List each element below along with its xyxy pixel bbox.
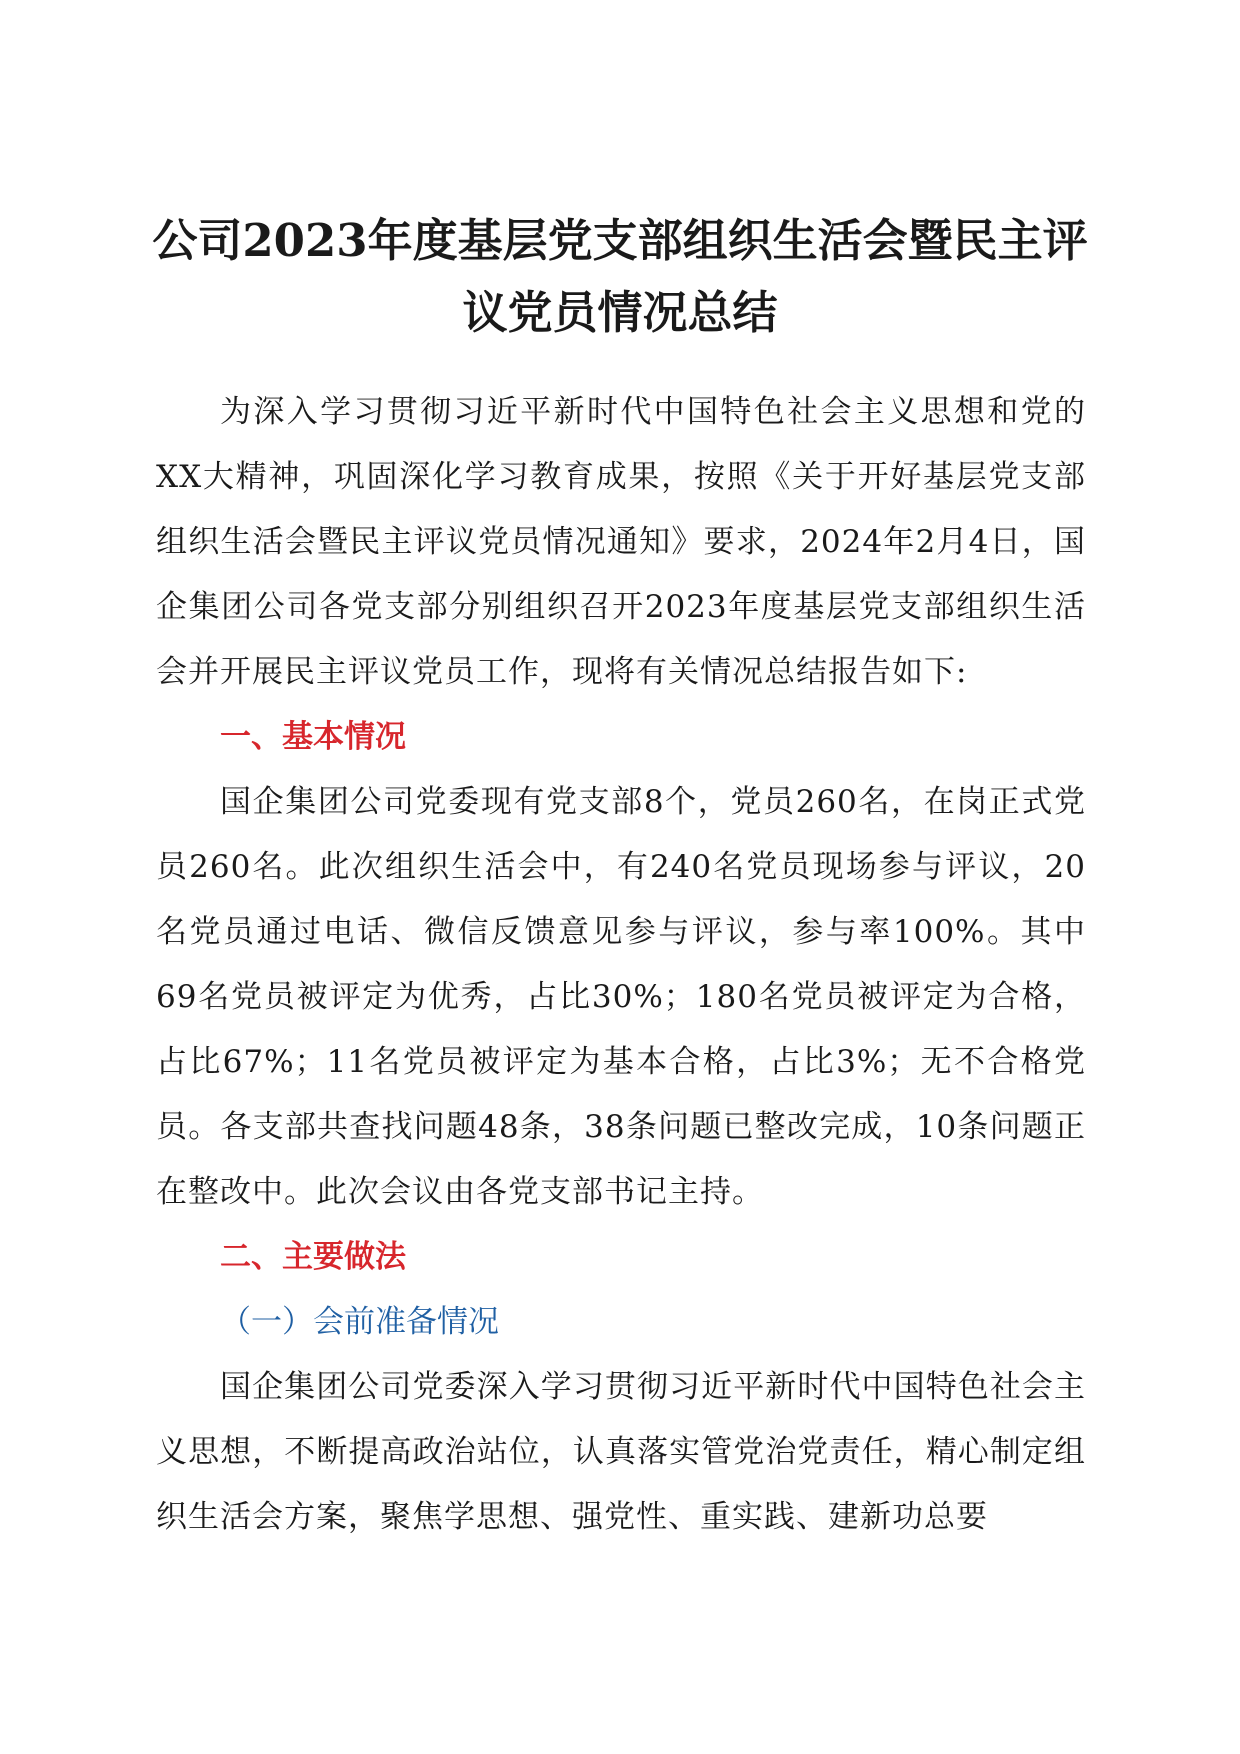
- section-heading-main-practices: 二、主要做法: [220, 1239, 406, 1275]
- basic-situation-paragraph: 国企集团公司党委现有党支部8个，党员260名，在岗正式党员260名。此次组织生活会中，有240名党员现场参与评议，20名党员通过电话、微信反馈意见参与评议，参与率100%。其中69名党员被评定为优秀，占比30%；180名党员被评定为合格，占比67%；11名党员被评定为基本合格，占比3%；无不合格党员。各支部共查找问题48条，38条问题已整改完成，10条问题正在整改中。此次会议由各党支部书记主持。: [156, 784, 1086, 1210]
- intro-paragraph: 为深入学习贯彻习近平新时代中国特色社会主义思想和党的XX大精神，巩固深化学习教育成果，按照《关于开好基层党支部组织生活会暨民主评议党员情况通知》要求，2024年2月4日，国企集团公司各党支部分别组织召开2023年度基层党支部组织生活会并开展民主评议党员工作，现将有关情况总结报告如下:: [156, 394, 1086, 690]
- document-title: 公司2023年度基层党支部组织生活会暨民主评议党员情况总结: [152, 214, 1088, 339]
- section-heading-basic-situation: 一、基本情况: [220, 719, 406, 755]
- subsection-heading-preparation: （一）会前准备情况: [220, 1304, 499, 1340]
- document-body: [156, 380, 1086, 1550]
- preparation-paragraph: 国企集团公司党委深入学习贯彻习近平新时代中国特色社会主义思想，不断提高政治站位，认真落实管党治党责任，精心制定组织生活会方案，聚焦学思想、强党性、重实践、建新功总要: [156, 1369, 1086, 1535]
